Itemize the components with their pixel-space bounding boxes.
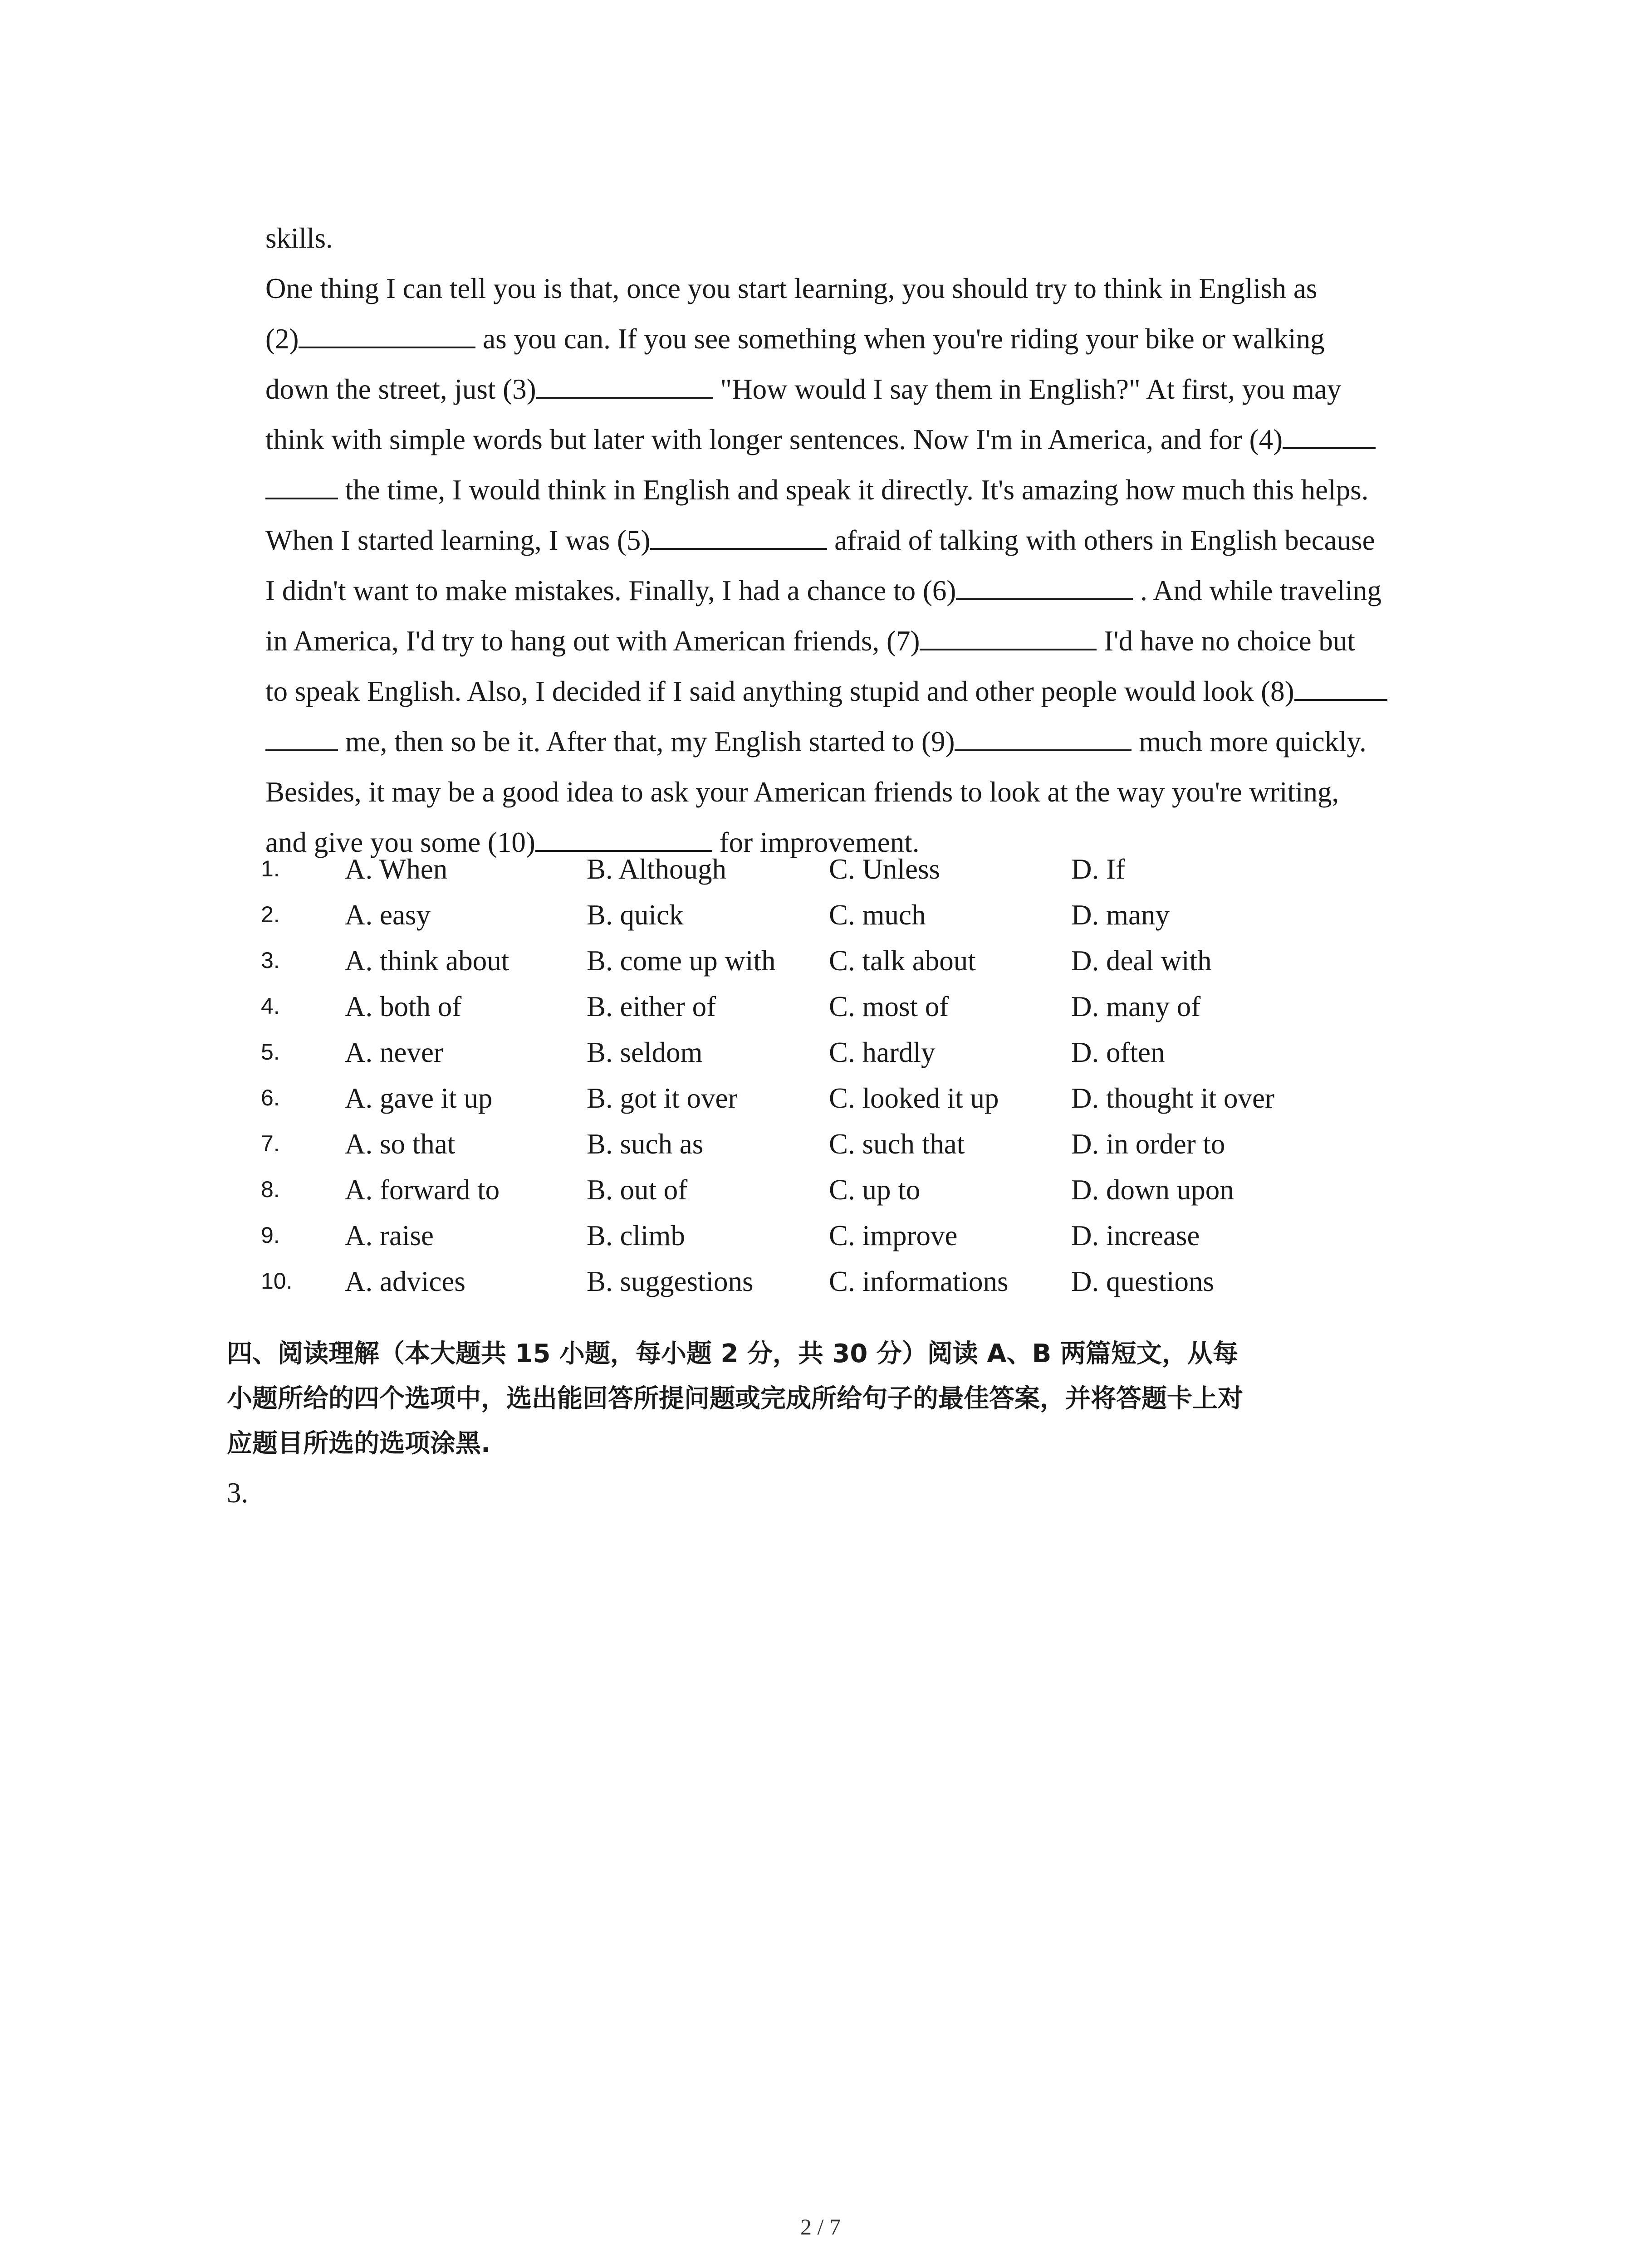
passage-text: "How would I say them in English?" At first, you may <box>713 373 1342 405</box>
option-a: A. both of <box>345 991 462 1022</box>
option-row <box>261 899 1486 944</box>
option-a: A. think about <box>345 945 509 977</box>
option-row <box>261 853 1486 899</box>
option-row <box>261 990 1486 1036</box>
passage-text: much more quickly. <box>1132 726 1367 758</box>
option-c: C. talk about <box>829 945 976 977</box>
passage-text: When I started learning, I was (5) <box>265 524 651 556</box>
question-number: 3. <box>227 1477 249 1509</box>
option-number: 1. <box>261 856 280 881</box>
option-c: C. up to <box>829 1174 921 1206</box>
option-a: A. When <box>345 853 448 885</box>
option-number: 2. <box>261 902 280 927</box>
option-number: 10. <box>261 1268 293 1294</box>
option-number: 8. <box>261 1177 280 1202</box>
option-c: C. much <box>829 899 926 931</box>
option-number: 9. <box>261 1222 280 1248</box>
answer-blank <box>650 521 827 550</box>
option-a: A. easy <box>345 899 431 931</box>
reading-section-heading <box>227 1331 1452 1466</box>
option-c: C. Unless <box>829 853 941 885</box>
option-a: A. advices <box>345 1266 465 1297</box>
passage-line <box>265 465 1454 515</box>
answer-blank <box>1294 672 1387 701</box>
option-c: C. most of <box>829 991 949 1022</box>
passage-text: I didn't want to make mistakes. Finally, I had a chance to (6) <box>265 575 956 606</box>
answer-blank <box>535 823 712 852</box>
option-row <box>261 1082 1486 1128</box>
answer-blank <box>920 621 1097 650</box>
passage-line <box>265 415 1454 465</box>
option-number: 6. <box>261 1085 280 1110</box>
answer-blank <box>265 470 338 499</box>
option-b: B. either of <box>587 991 716 1022</box>
answer-options-table <box>261 853 1486 1311</box>
passage-line <box>265 767 1454 817</box>
section-heading-line-3: 应题目所选的选项涂黑. <box>227 1429 491 1458</box>
passage-line <box>265 616 1454 666</box>
option-a: A. forward to <box>345 1174 500 1206</box>
passage-line <box>265 314 1454 364</box>
passage-text: the time, I would think in English and speak it directly. It's amazing how much this helps. <box>338 474 1369 506</box>
option-row <box>261 1219 1486 1265</box>
answer-blank <box>299 319 475 348</box>
passage-text: and give you some (10) <box>265 826 535 858</box>
passage-text: as you can. If you see something when you're riding your bike or walking <box>475 323 1325 355</box>
option-d: D. increase <box>1071 1220 1200 1251</box>
option-d: D. thought it over <box>1071 1082 1274 1114</box>
option-c: C. improve <box>829 1220 958 1251</box>
passage-line <box>265 364 1454 415</box>
passage-line <box>265 264 1454 314</box>
option-number: 3. <box>261 948 280 973</box>
option-row <box>261 1036 1486 1082</box>
option-d: D. often <box>1071 1036 1165 1068</box>
passage-line <box>265 566 1454 616</box>
option-d: D. many <box>1071 899 1170 931</box>
section-heading-line-1: 四、阅读理解（本大题共 15 小题，每小题 2 分，共 30 分）阅读 A、B 两篇短文，从每 <box>227 1339 1238 1369</box>
section-heading-line-2: 小题所给的四个选项中，选出能回答所提问题或完成所给句子的最佳答案，并将答题卡上对 <box>227 1384 1243 1413</box>
answer-blank <box>265 722 338 751</box>
option-b: B. climb <box>587 1220 685 1251</box>
answer-blank <box>1283 420 1376 449</box>
option-a: A. gave it up <box>345 1082 493 1114</box>
option-number: 5. <box>261 1039 280 1065</box>
option-b: B. seldom <box>587 1036 703 1068</box>
passage-text: down the street, just (3) <box>265 373 536 405</box>
answer-blank <box>955 722 1132 751</box>
option-b: B. out of <box>587 1174 688 1206</box>
passage-text: One thing I can tell you is that, once you start learning, you should try to think in English as <box>265 273 1318 304</box>
passage-text: for improvement. <box>712 826 920 858</box>
passage-text: skills. <box>265 222 333 254</box>
option-a: A. raise <box>345 1220 434 1251</box>
option-c: C. informations <box>829 1266 1009 1297</box>
option-d: D. deal with <box>1071 945 1212 977</box>
option-b: B. got it over <box>587 1082 738 1114</box>
passage-text: . And while traveling <box>1133 575 1381 606</box>
passage-text: Besides, it may be a good idea to ask your American friends to look at the way you're writing, <box>265 776 1339 808</box>
passage-line <box>265 666 1454 717</box>
option-row <box>261 1128 1486 1173</box>
passage-line <box>265 515 1454 566</box>
option-b: B. come up with <box>587 945 776 977</box>
option-number: 4. <box>261 993 280 1019</box>
passage-line <box>265 213 1454 264</box>
option-c: C. such that <box>829 1128 965 1160</box>
answer-blank <box>536 370 713 399</box>
passage-text: to speak English. Also, I decided if I said anything stupid and other people would look (8) <box>265 675 1294 707</box>
option-d: D. many of <box>1071 991 1201 1022</box>
passage-text: me, then so be it. After that, my English started to (9) <box>338 726 955 758</box>
option-d: D. down upon <box>1071 1174 1234 1206</box>
passage-text: in America, I'd try to hang out with American friends, (7) <box>265 625 920 657</box>
answer-blank <box>956 571 1133 600</box>
option-d: D. If <box>1071 853 1125 885</box>
option-d: D. questions <box>1071 1266 1214 1297</box>
option-d: D. in order to <box>1071 1128 1225 1160</box>
option-b: B. such as <box>587 1128 704 1160</box>
option-b: B. suggestions <box>587 1266 754 1297</box>
passage-text: think with simple words but later with longer sentences. Now I'm in America, and for (4) <box>265 424 1283 455</box>
option-a: A. so that <box>345 1128 456 1160</box>
option-c: C. hardly <box>829 1036 936 1068</box>
passage-text: I'd have no choice but <box>1097 625 1355 657</box>
option-row <box>261 944 1486 990</box>
option-number: 7. <box>261 1131 280 1156</box>
option-b: B. quick <box>587 899 684 931</box>
option-a: A. never <box>345 1036 443 1068</box>
option-b: B. Although <box>587 853 727 885</box>
passage-line <box>265 717 1454 767</box>
option-row <box>261 1265 1486 1311</box>
passage-text: afraid of talking with others in English because <box>827 524 1375 556</box>
option-row <box>261 1173 1486 1219</box>
page-number: 2 / 7 <box>800 2214 841 2239</box>
cloze-passage <box>265 213 1454 868</box>
option-c: C. looked it up <box>829 1082 999 1114</box>
passage-text: (2) <box>265 323 299 355</box>
